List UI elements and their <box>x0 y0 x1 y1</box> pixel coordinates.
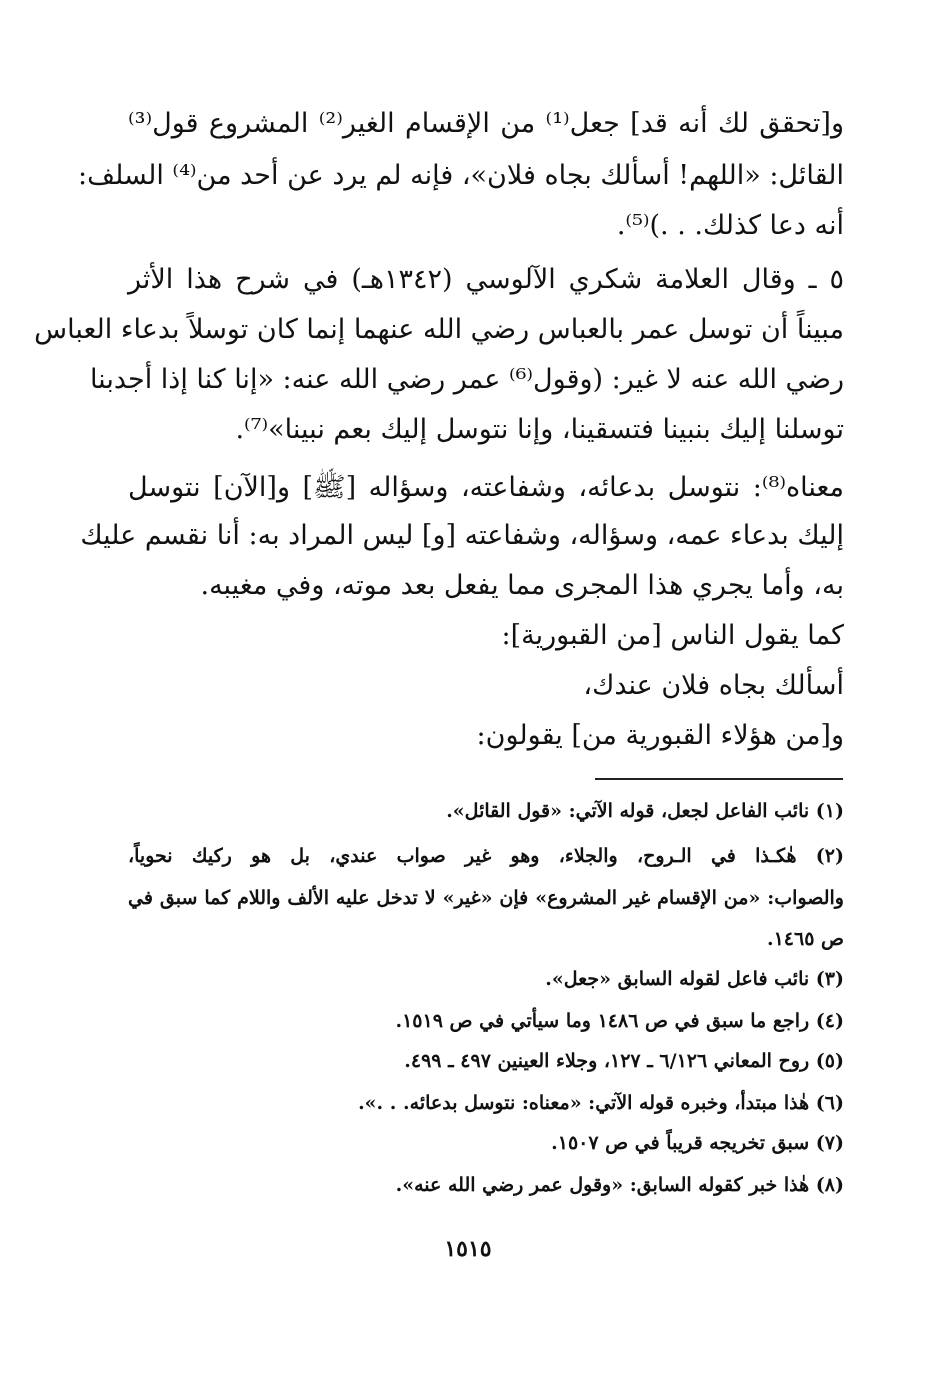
footnote: (٤) راجع ما سبق في ص ١٤٨٦ وما سيأتي في ص ١٥١٩. <box>395 1010 844 1032</box>
text-line: معناه⁽⁸⁾: نتوسل بدعائه، وشفاعته، وسؤاله [ﷺ] و[الآن] نتوسل <box>128 472 844 503</box>
footnote: (٥) روح المعاني ٦/١٢٦ ـ ١٢٧، وجلاء العينين ٤٩٧ ـ ٤٩٩. <box>404 1050 844 1072</box>
page-number: ١٥١٥ <box>444 1236 492 1262</box>
footnote-continuation: والصواب: «من الإقسام غير المشروع» فإن «غير» لا تدخل عليه الألف واللام كما سبق في <box>128 887 844 909</box>
footnote-separator <box>595 778 843 780</box>
text-line: مبيناً أن توسل عمر بالعباس رضي الله عنهما إنما كان توسلاً بدعاء العباس <box>34 314 844 345</box>
footnote: (٣) نائب فاعل لقوله السابق «جعل». <box>545 968 844 990</box>
text-line: أنه دعا كذلك. . .)⁽⁵⁾. <box>616 210 844 241</box>
text-line: ٥ ـ وقال العلامة شكري الآلوسي (١٣٤٢هـ) في شرح هذا الأثر <box>128 264 844 295</box>
text-line: توسلنا إليك بنبينا فتسقينا، وإنا نتوسل إليك بعم نبينا»⁽⁷⁾. <box>235 414 844 445</box>
text-line: و[من هؤلاء القبورية من] يقولون: <box>476 720 844 751</box>
text-line: أسألك بجاه فلان عندك، <box>583 670 844 701</box>
text-line: كما يقول الناس [من القبورية]: <box>501 620 844 651</box>
text-line: به، وأما يجري هذا المجرى مما يفعل بعد موته، وفي مغيبه. <box>200 570 844 601</box>
footnote: (٢) هٰكـذا في الـروح، والجلاء، وهو غير صواب عندي، بل هو ركيك نحوياً، <box>128 845 844 867</box>
text-line: القائل: «اللهم! أسألك بجاه فلان»، فإنه لم يرد عن أحد من⁽⁴⁾ السلف: <box>78 160 844 191</box>
footnote-continuation: ص ١٤٦٥. <box>766 928 844 950</box>
text-line: رضي الله عنه لا غير: (وقول⁽⁶⁾ عمر رضي الله عنه: «إنا كنا إذا أجدبنا <box>89 364 844 395</box>
footnote: (١) نائب الفاعل لجعل، قوله الآتي: «قول القائل». <box>446 800 844 822</box>
footnote: (٨) هٰذا خبر كقوله السابق: «وقول عمر رضي الله عنه». <box>395 1174 844 1196</box>
footnote: (٧) سبق تخريجه قريباً في ص ١٥٠٧. <box>551 1132 844 1154</box>
footnote: (٦) هٰذا مبتدأ، وخبره قوله الآتي: «معناه: نتوسل بدعائه. . .». <box>358 1092 844 1114</box>
text-line: إليك بدعاء عمه، وسؤاله، وشفاعته [و] ليس المراد به: أنا نقسم عليك <box>80 520 844 551</box>
text-line: و[تحقق لك أنه قد] جعل⁽¹⁾ من الإقسام الغير⁽²⁾ المشروع قول⁽³⁾ <box>128 108 844 139</box>
